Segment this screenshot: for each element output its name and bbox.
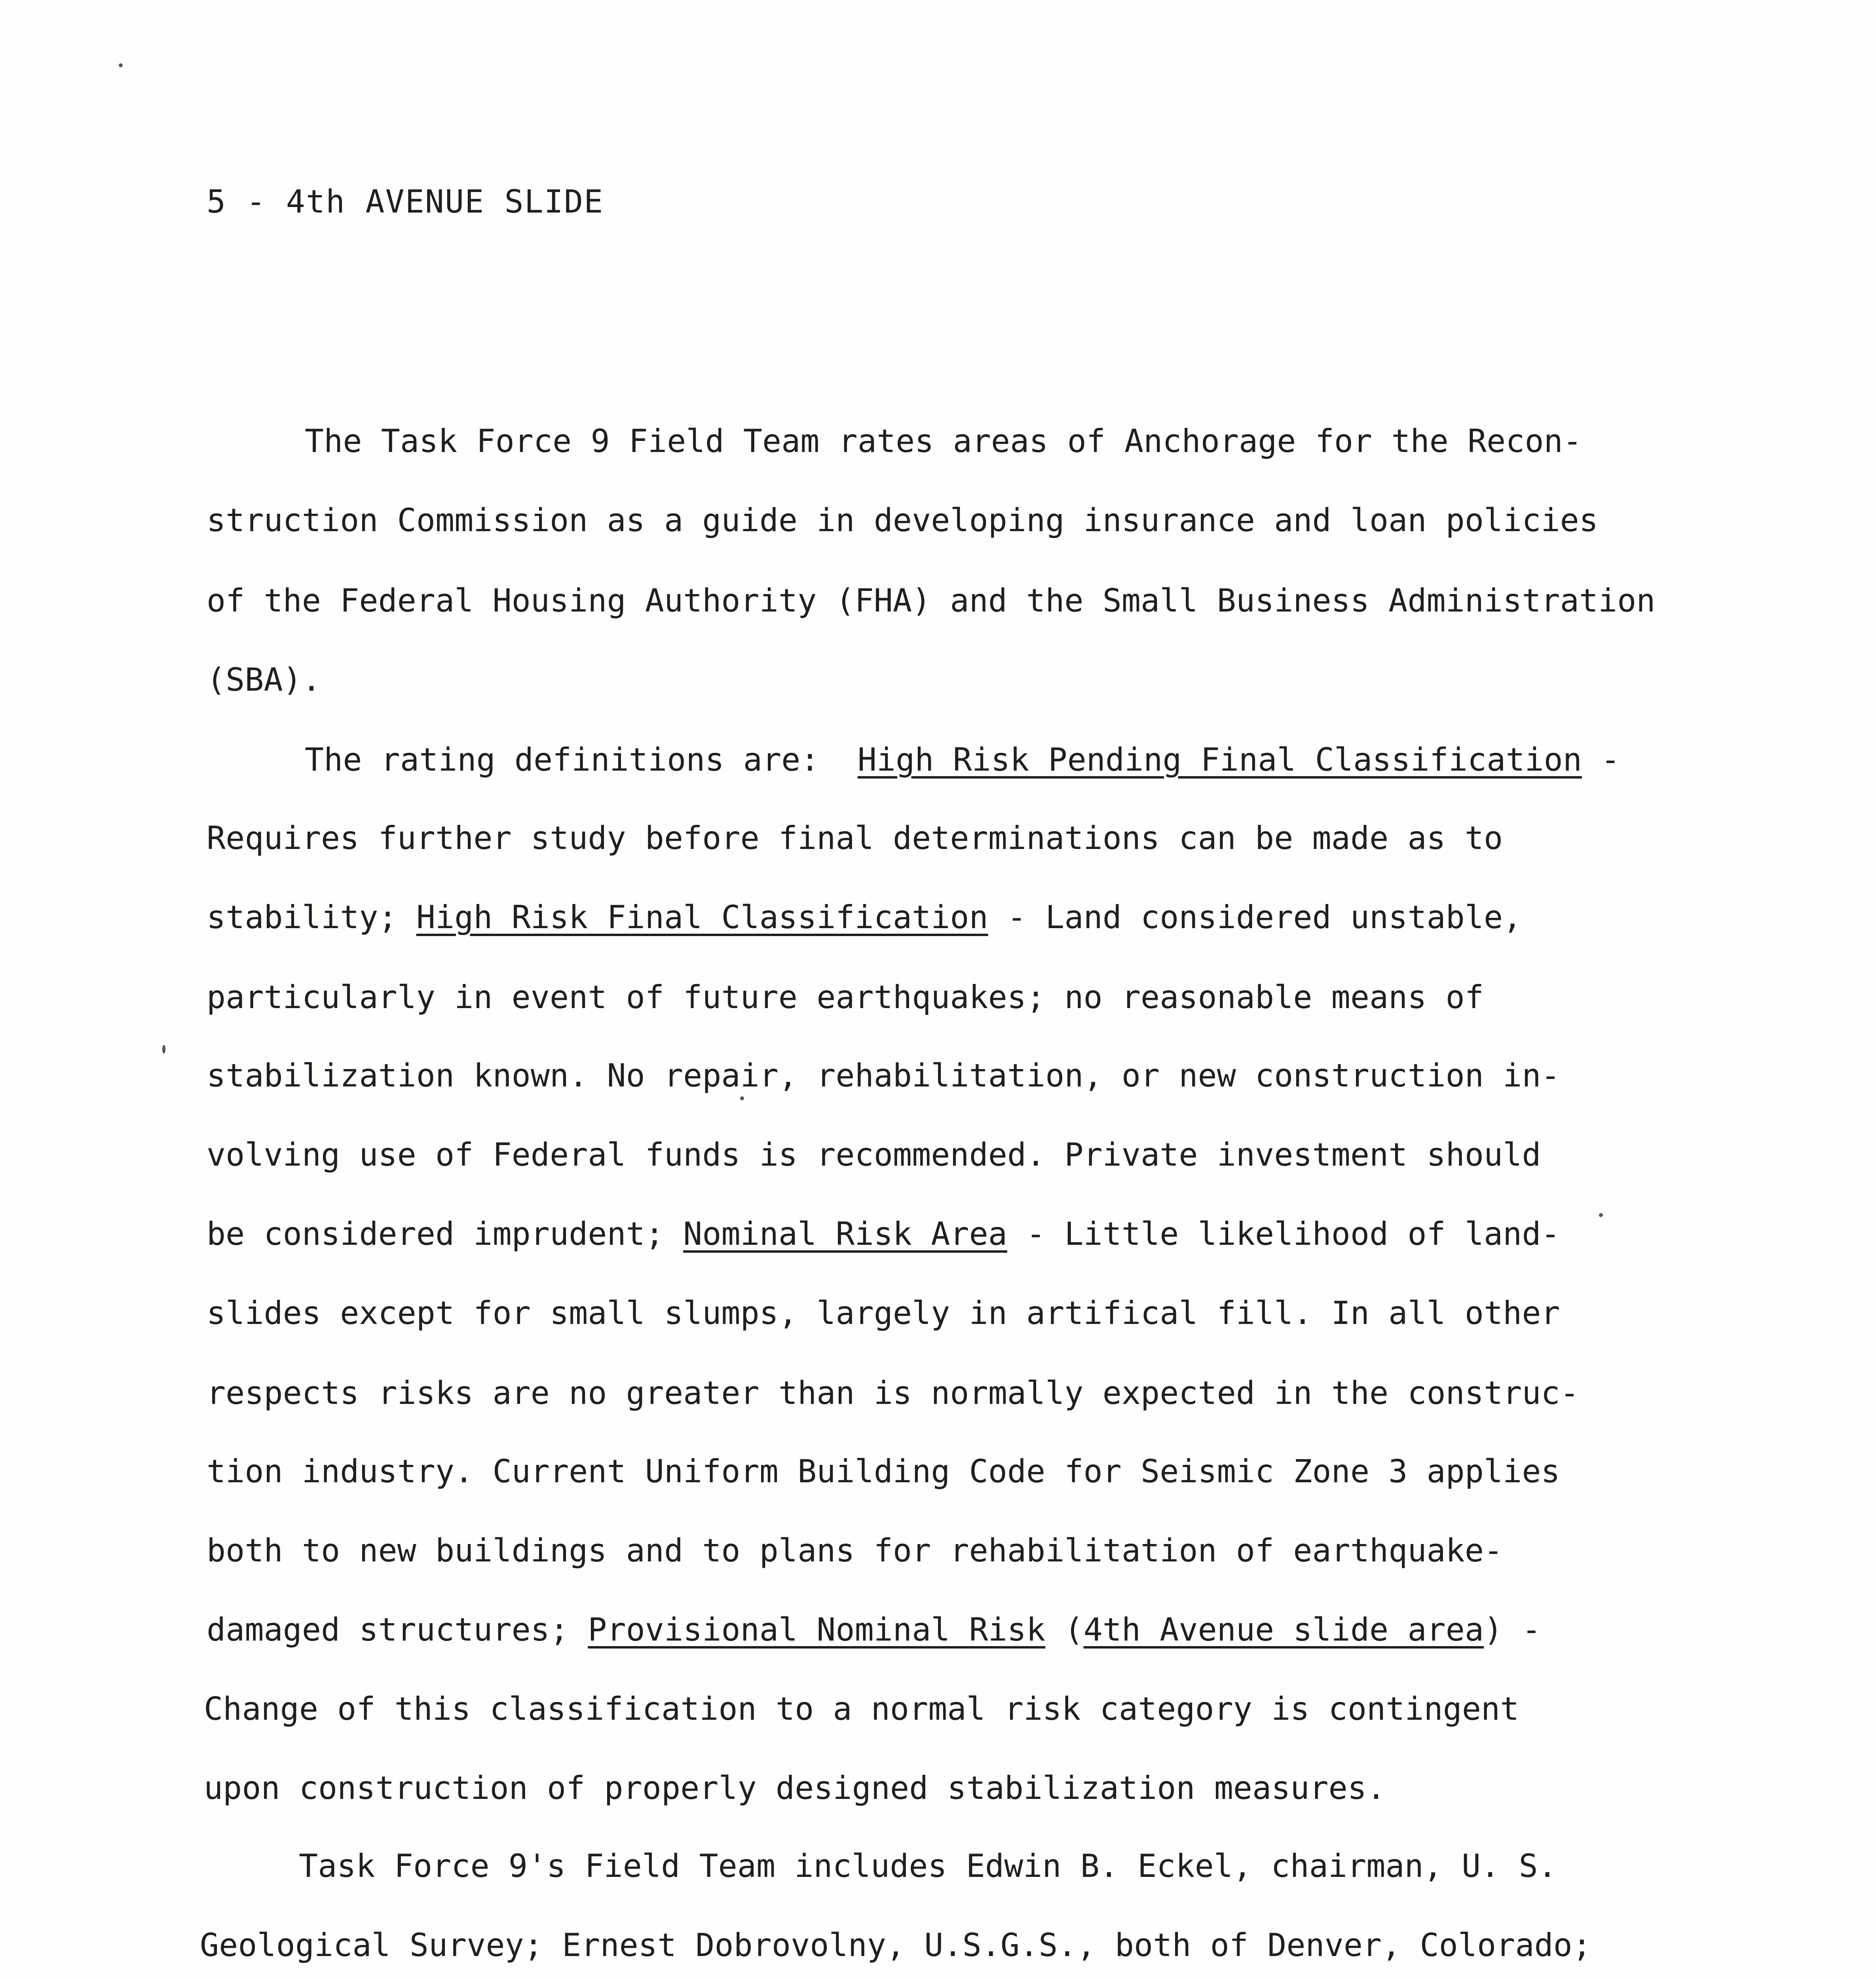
paragraph1-line: The Task Force 9 Field Team rates areas of Anchorage for the Recon- (305, 423, 1582, 460)
paragraph2-line (207, 1214, 1560, 1254)
term-high-risk-final: High Risk Final Classification (416, 899, 988, 936)
paragraph2-line: volving use of Federal funds is recommended. Private investment should (207, 1136, 1541, 1173)
paragraph2-line (207, 898, 1522, 937)
text-fragment: be considered imprudent; (207, 1216, 664, 1252)
text-fragment: The rating definitions are: (305, 741, 820, 778)
paragraph1-line: struction Commission as a guide in developing insurance and loan policies (207, 502, 1598, 539)
paragraph2-line: Change of this classification to a normal risk category is contingent (204, 1690, 1519, 1727)
term-4th-avenue-slide-area: 4th Avenue slide area (1083, 1611, 1484, 1648)
text-fragment: ( (1064, 1611, 1084, 1648)
paper-speck (162, 1045, 165, 1054)
paragraph2-line: stabilization known. No repair, rehabilitation, or new construction in- (207, 1057, 1560, 1094)
paper-speck (1599, 1213, 1603, 1217)
paragraph2-line: slides except for small slumps, largely in artifical fill. In all other (207, 1295, 1560, 1331)
text-fragment: damaged structures; (207, 1611, 569, 1648)
paragraph2-line: respects risks are no greater than is normally expected in the construc- (207, 1375, 1579, 1411)
text-fragment: ) - (1484, 1611, 1541, 1648)
paragraph3-line: Geological Survey; Ernest Dobrovolny, U.S.G.S., both of Denver, Colorado; (200, 1927, 1591, 1964)
paper-speck (740, 1096, 744, 1100)
term-nominal-risk-area: Nominal Risk Area (683, 1216, 1007, 1252)
paragraph2-line (207, 1610, 1541, 1650)
term-provisional-nominal-risk: Provisional Nominal Risk (588, 1611, 1046, 1648)
paragraph2-line: particularly in event of future earthquakes; no reasonable means of (207, 979, 1484, 1016)
paragraph2-line (305, 740, 1620, 780)
text-fragment: stability; (207, 899, 397, 936)
paragraph1-line: of the Federal Housing Authority (FHA) and the Small Business Administration (207, 582, 1656, 619)
page-heading: 5 - 4th AVENUE SLIDE (207, 183, 604, 220)
paper-speck (119, 63, 123, 67)
paragraph1-line: (SBA). (207, 661, 321, 698)
paragraph2-line: upon construction of properly designed stabilization measures. (204, 1770, 1386, 1806)
text-fragment: - Land considered unstable, (1007, 899, 1522, 936)
paragraph3-line: Task Force 9's Field Team includes Edwin B. Eckel, chairman, U. S. (299, 1848, 1557, 1884)
paragraph2-line: both to new buildings and to plans for rehabilitation of earthquake- (207, 1532, 1503, 1569)
paragraph2-line: Requires further study before final determinations can be made as to (207, 820, 1503, 857)
paragraph2-line: tion industry. Current Uniform Building Code for Seismic Zone 3 applies (207, 1453, 1560, 1490)
text-fragment: - Little likelihood of land- (1026, 1216, 1560, 1252)
text-fragment: - (1601, 741, 1620, 778)
term-high-risk-pending: High Risk Pending Final Classification (857, 741, 1582, 778)
